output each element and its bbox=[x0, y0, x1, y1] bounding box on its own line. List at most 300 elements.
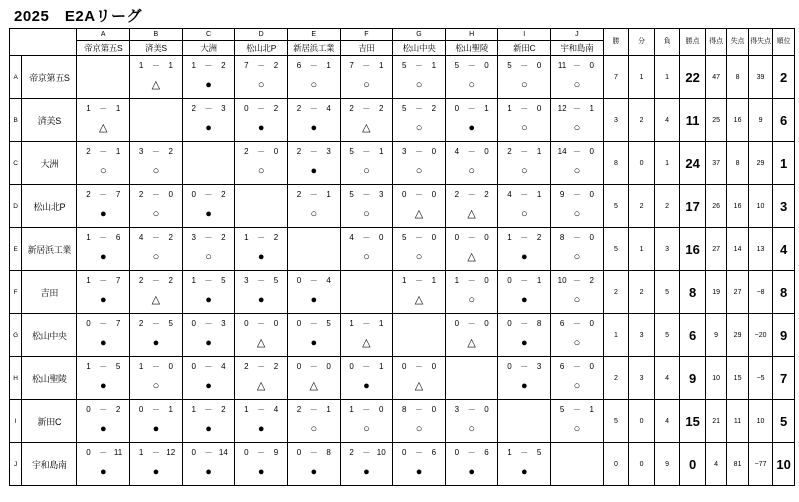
match-cell bbox=[182, 185, 235, 228]
stat-gd: 9 bbox=[748, 99, 773, 142]
score-dash: － bbox=[520, 319, 529, 328]
match-cell bbox=[130, 357, 183, 400]
score-home: 0 bbox=[401, 362, 407, 371]
result-mark: ● bbox=[152, 423, 160, 435]
match-cell bbox=[393, 142, 446, 185]
score-away: 0 bbox=[273, 319, 279, 328]
score-dash: － bbox=[572, 276, 581, 285]
score-dash: － bbox=[99, 190, 108, 199]
score-dash: － bbox=[572, 147, 581, 156]
score-dash: － bbox=[99, 448, 108, 457]
result-mark: ○ bbox=[363, 251, 370, 263]
score-away: 1 bbox=[589, 405, 594, 414]
result-mark: ○ bbox=[573, 122, 581, 134]
stat-d: 1 bbox=[629, 228, 655, 271]
stat-pts: 8 bbox=[680, 271, 706, 314]
result-mark: ○ bbox=[152, 165, 160, 177]
match-cell bbox=[235, 314, 288, 357]
stat-rank: 5 bbox=[773, 400, 795, 443]
result-mark: △ bbox=[467, 251, 476, 263]
score-dash: － bbox=[151, 190, 160, 199]
column-team-name: 新田C bbox=[498, 41, 551, 56]
score-home: 1 bbox=[86, 276, 91, 285]
match-cell bbox=[498, 185, 551, 228]
match-cell bbox=[498, 357, 551, 400]
score-home: 6 bbox=[559, 319, 565, 328]
score-away: 0 bbox=[484, 405, 489, 414]
score-away: 0 bbox=[431, 190, 437, 199]
score-away: 5 bbox=[221, 276, 226, 285]
score-dash: － bbox=[99, 276, 108, 285]
score-dash: － bbox=[151, 405, 160, 414]
score-dash: － bbox=[257, 233, 266, 242]
stat-pts: 9 bbox=[680, 357, 706, 400]
score-dash: － bbox=[362, 319, 371, 328]
score-home: 0 bbox=[454, 104, 460, 113]
score-home: 12 bbox=[557, 104, 567, 113]
match-cell bbox=[77, 400, 130, 443]
score-away: 4 bbox=[326, 104, 331, 113]
result-mark: ● bbox=[415, 466, 423, 478]
stat-d: 0 bbox=[629, 142, 655, 185]
stat-pts: 6 bbox=[680, 314, 706, 357]
stat-l: 1 bbox=[654, 56, 680, 99]
score-away: 10 bbox=[376, 448, 386, 457]
score-dash: － bbox=[572, 319, 581, 328]
result-mark: ● bbox=[99, 466, 107, 478]
score-dash: － bbox=[204, 276, 213, 285]
result-mark: △ bbox=[151, 79, 161, 91]
stat-gf: 4 bbox=[705, 443, 726, 486]
match-cell bbox=[130, 443, 183, 486]
score-home: 14 bbox=[557, 147, 567, 156]
score-dash: － bbox=[415, 276, 424, 285]
score-away: 0 bbox=[431, 362, 437, 371]
stat-gd: 10 bbox=[748, 400, 773, 443]
score-home: 2 bbox=[138, 276, 144, 285]
match-cell bbox=[235, 443, 288, 486]
score-home: 0 bbox=[454, 448, 460, 457]
score-dash: － bbox=[151, 448, 160, 457]
score-home: 1 bbox=[191, 405, 196, 414]
match-cell bbox=[130, 56, 183, 99]
match-cell bbox=[130, 142, 183, 185]
match-cell bbox=[445, 314, 498, 357]
score-home: 3 bbox=[454, 405, 460, 414]
match-cell bbox=[235, 400, 288, 443]
result-mark: ● bbox=[310, 337, 318, 349]
match-cell bbox=[340, 314, 393, 357]
score-home: 0 bbox=[507, 362, 512, 371]
table-row bbox=[10, 228, 795, 271]
match-cell bbox=[235, 357, 288, 400]
score-dash: － bbox=[362, 104, 371, 113]
score-dash: － bbox=[572, 61, 581, 70]
stat-d: 1 bbox=[629, 56, 655, 99]
match-cell bbox=[445, 185, 498, 228]
result-mark: ○ bbox=[520, 79, 528, 91]
score-away: 2 bbox=[221, 233, 226, 242]
match-cell bbox=[287, 99, 340, 142]
stat-l: 2 bbox=[654, 185, 680, 228]
match-cell bbox=[182, 99, 235, 142]
score-away: 7 bbox=[115, 276, 121, 285]
score-dash: － bbox=[151, 147, 160, 156]
match-cell bbox=[393, 357, 446, 400]
match-cell bbox=[393, 228, 446, 271]
score-home: 0 bbox=[191, 319, 196, 328]
score-home: 2 bbox=[507, 147, 512, 156]
result-mark: ○ bbox=[520, 165, 528, 177]
result-mark: ● bbox=[257, 122, 265, 134]
match-cell bbox=[340, 99, 393, 142]
score-dash: － bbox=[257, 276, 266, 285]
score-home: 0 bbox=[244, 104, 249, 113]
score-away: 2 bbox=[168, 233, 173, 242]
match-cell bbox=[77, 99, 130, 142]
score-home: 0 bbox=[454, 233, 460, 242]
result-mark: ○ bbox=[573, 380, 581, 392]
score-home: 1 bbox=[244, 405, 249, 414]
score-away: 1 bbox=[589, 104, 594, 113]
row-team-name: 松山北P bbox=[22, 185, 77, 228]
match-cell bbox=[130, 314, 183, 357]
table-row bbox=[10, 99, 795, 142]
match-cell bbox=[77, 142, 130, 185]
stat-pts: 17 bbox=[680, 185, 706, 228]
stat-d: 0 bbox=[629, 443, 655, 486]
score-home: 0 bbox=[349, 362, 354, 371]
score-dash: － bbox=[467, 233, 476, 242]
result-mark: ● bbox=[468, 466, 475, 478]
score-dash: － bbox=[204, 405, 213, 414]
score-away: 2 bbox=[273, 104, 279, 113]
stat-d: 3 bbox=[629, 357, 655, 400]
result-mark: ○ bbox=[573, 294, 581, 306]
row-letter: D bbox=[10, 185, 22, 228]
result-mark: ○ bbox=[573, 79, 581, 91]
column-team-name: 済美S bbox=[130, 41, 183, 56]
score-dash: － bbox=[467, 319, 476, 328]
result-mark: ○ bbox=[257, 165, 265, 177]
result-mark: ● bbox=[310, 466, 318, 478]
score-dash: － bbox=[309, 448, 318, 457]
score-dash: － bbox=[309, 190, 318, 199]
self-cell bbox=[445, 357, 498, 400]
score-dash: － bbox=[362, 405, 371, 414]
score-dash: － bbox=[309, 147, 318, 156]
score-dash: － bbox=[572, 104, 581, 113]
score-away: 7 bbox=[115, 319, 121, 328]
score-home: 3 bbox=[244, 276, 249, 285]
score-away: 0 bbox=[168, 362, 173, 371]
stat-l: 1 bbox=[654, 142, 680, 185]
score-home: 1 bbox=[349, 319, 354, 328]
column-letter: A bbox=[77, 29, 130, 41]
match-cell bbox=[498, 443, 551, 486]
result-mark: ● bbox=[152, 466, 160, 478]
score-away: 4 bbox=[221, 362, 226, 371]
row-team-name: 済美S bbox=[22, 99, 77, 142]
match-cell bbox=[551, 99, 604, 142]
score-dash: － bbox=[204, 362, 213, 371]
score-dash: － bbox=[99, 233, 108, 242]
score-away: 0 bbox=[589, 319, 594, 328]
score-away: 2 bbox=[221, 190, 226, 199]
match-cell bbox=[340, 400, 393, 443]
score-home: 2 bbox=[296, 104, 302, 113]
score-home: 8 bbox=[559, 233, 565, 242]
score-dash: － bbox=[362, 147, 371, 156]
score-home: 0 bbox=[86, 405, 91, 414]
stat-ga: 14 bbox=[727, 228, 748, 271]
score-away: 2 bbox=[168, 276, 173, 285]
score-away: 0 bbox=[536, 61, 542, 70]
match-cell bbox=[551, 142, 604, 185]
score-home: 6 bbox=[296, 61, 302, 70]
match-cell bbox=[182, 443, 235, 486]
row-team-name: 帝京第五S bbox=[22, 56, 77, 99]
result-mark: ● bbox=[257, 294, 265, 306]
match-cell bbox=[498, 228, 551, 271]
column-team-name: 松山北P bbox=[235, 41, 288, 56]
score-away: 9 bbox=[273, 448, 279, 457]
score-away: 12 bbox=[166, 448, 176, 457]
row-team-name: 新居浜工業 bbox=[22, 228, 77, 271]
score-dash: － bbox=[99, 405, 108, 414]
score-away: 5 bbox=[115, 362, 121, 371]
result-mark: ● bbox=[310, 294, 318, 306]
table-row bbox=[10, 142, 795, 185]
result-mark: ● bbox=[205, 294, 212, 306]
result-mark: ● bbox=[468, 122, 475, 134]
match-cell bbox=[498, 99, 551, 142]
stat-rank: 2 bbox=[773, 56, 795, 99]
result-mark: ● bbox=[99, 208, 107, 220]
stat-header: 失点 bbox=[727, 29, 748, 56]
column-letter: F bbox=[340, 29, 393, 41]
row-team-name: 新田C bbox=[22, 400, 77, 443]
score-home: 1 bbox=[138, 362, 144, 371]
score-away: 1 bbox=[115, 147, 121, 156]
score-away: 1 bbox=[115, 104, 121, 113]
score-home: 2 bbox=[244, 362, 249, 371]
row-letter: E bbox=[10, 228, 22, 271]
result-mark: ○ bbox=[415, 165, 423, 177]
stat-gd: −5 bbox=[748, 357, 773, 400]
score-away: 6 bbox=[431, 448, 437, 457]
stat-gd: 29 bbox=[748, 142, 773, 185]
score-dash: － bbox=[467, 147, 476, 156]
table-row bbox=[10, 400, 795, 443]
stat-ga: 15 bbox=[727, 357, 748, 400]
result-mark: ● bbox=[520, 380, 528, 392]
stat-header: 勝 bbox=[603, 29, 629, 56]
score-home: 5 bbox=[507, 61, 512, 70]
result-mark: △ bbox=[414, 208, 424, 220]
match-cell bbox=[182, 400, 235, 443]
match-cell bbox=[77, 357, 130, 400]
stat-w: 7 bbox=[603, 56, 629, 99]
score-dash: － bbox=[204, 104, 213, 113]
stat-header: 負 bbox=[654, 29, 680, 56]
result-mark: △ bbox=[467, 337, 476, 349]
stat-w: 5 bbox=[603, 400, 629, 443]
match-cell bbox=[130, 271, 183, 314]
result-mark: ○ bbox=[468, 165, 475, 177]
score-home: 0 bbox=[296, 276, 302, 285]
column-letter: D bbox=[235, 29, 288, 41]
stat-l: 4 bbox=[654, 99, 680, 142]
score-dash: － bbox=[415, 147, 424, 156]
score-away: 1 bbox=[168, 405, 173, 414]
match-cell bbox=[182, 228, 235, 271]
score-away: 3 bbox=[536, 362, 542, 371]
score-away: 5 bbox=[168, 319, 173, 328]
score-dash: － bbox=[309, 276, 318, 285]
score-home: 0 bbox=[86, 448, 91, 457]
score-away: 0 bbox=[589, 233, 594, 242]
result-mark: ○ bbox=[415, 122, 423, 134]
score-dash: － bbox=[257, 147, 266, 156]
score-dash: － bbox=[362, 233, 371, 242]
self-cell bbox=[287, 228, 340, 271]
score-dash: － bbox=[520, 104, 529, 113]
score-dash: － bbox=[204, 319, 213, 328]
score-home: 2 bbox=[349, 104, 354, 113]
result-mark: ○ bbox=[520, 208, 528, 220]
result-mark: ● bbox=[520, 294, 528, 306]
column-team-name: 新居浜工業 bbox=[287, 41, 340, 56]
stat-rank: 10 bbox=[773, 443, 795, 486]
score-home: 2 bbox=[296, 190, 302, 199]
score-away: 2 bbox=[484, 190, 489, 199]
score-away: 1 bbox=[168, 61, 173, 70]
stat-gf: 37 bbox=[705, 142, 726, 185]
stat-gf: 47 bbox=[705, 56, 726, 99]
score-home: 4 bbox=[507, 190, 512, 199]
match-cell bbox=[77, 185, 130, 228]
column-team-name: 宇和島南 bbox=[551, 41, 604, 56]
stat-rank: 8 bbox=[773, 271, 795, 314]
score-dash: － bbox=[520, 276, 529, 285]
result-mark: △ bbox=[256, 337, 266, 349]
score-dash: － bbox=[520, 448, 529, 457]
stat-w: 8 bbox=[603, 142, 629, 185]
self-cell bbox=[498, 400, 551, 443]
stat-gd: 13 bbox=[748, 228, 773, 271]
score-away: 2 bbox=[273, 362, 279, 371]
score-away: 5 bbox=[536, 448, 542, 457]
result-mark: ● bbox=[205, 208, 212, 220]
match-cell bbox=[130, 400, 183, 443]
stat-w: 2 bbox=[603, 271, 629, 314]
match-cell bbox=[77, 443, 130, 486]
row-letter: C bbox=[10, 142, 22, 185]
self-cell bbox=[340, 271, 393, 314]
self-cell bbox=[235, 185, 288, 228]
score-away: 0 bbox=[431, 147, 437, 156]
stat-gf: 26 bbox=[705, 185, 726, 228]
score-home: 0 bbox=[507, 319, 512, 328]
result-mark: ● bbox=[257, 466, 265, 478]
match-cell bbox=[130, 228, 183, 271]
row-letter: J bbox=[10, 443, 22, 486]
stat-w: 0 bbox=[603, 443, 629, 486]
stat-header: 得点 bbox=[705, 29, 726, 56]
score-away: 0 bbox=[378, 405, 384, 414]
stat-l: 3 bbox=[654, 228, 680, 271]
score-home: 1 bbox=[86, 233, 91, 242]
result-mark: ○ bbox=[257, 79, 265, 91]
match-cell bbox=[445, 99, 498, 142]
score-dash: － bbox=[467, 448, 476, 457]
score-dash: － bbox=[520, 190, 529, 199]
score-dash: － bbox=[467, 61, 476, 70]
result-mark: ● bbox=[520, 337, 528, 349]
score-dash: － bbox=[99, 319, 108, 328]
score-home: 0 bbox=[507, 276, 512, 285]
score-dash: － bbox=[415, 61, 424, 70]
result-mark: ● bbox=[363, 466, 370, 478]
score-away: 0 bbox=[484, 61, 489, 70]
column-letter: G bbox=[393, 29, 446, 41]
score-away: 1 bbox=[536, 276, 542, 285]
stat-rank: 1 bbox=[773, 142, 795, 185]
match-cell bbox=[287, 56, 340, 99]
league-table bbox=[9, 28, 795, 486]
stat-ga: 81 bbox=[727, 443, 748, 486]
row-letter: B bbox=[10, 99, 22, 142]
score-dash: － bbox=[520, 362, 529, 371]
match-cell bbox=[77, 228, 130, 271]
column-letter: J bbox=[551, 29, 604, 41]
result-mark: △ bbox=[362, 337, 371, 349]
score-away: 0 bbox=[273, 147, 279, 156]
score-away: 0 bbox=[484, 319, 489, 328]
column-team-name: 大洲 bbox=[182, 41, 235, 56]
result-mark: △ bbox=[256, 380, 266, 392]
result-mark: ○ bbox=[99, 165, 107, 177]
score-home: 0 bbox=[401, 190, 407, 199]
score-away: 1 bbox=[431, 276, 437, 285]
score-home: 0 bbox=[191, 190, 196, 199]
self-cell bbox=[182, 142, 235, 185]
score-home: 5 bbox=[559, 405, 565, 414]
score-dash: － bbox=[204, 233, 213, 242]
result-mark: ● bbox=[205, 380, 212, 392]
score-away: 0 bbox=[589, 362, 594, 371]
stat-pts: 15 bbox=[680, 400, 706, 443]
score-home: 4 bbox=[454, 147, 460, 156]
score-away: 6 bbox=[115, 233, 121, 242]
score-dash: － bbox=[572, 405, 581, 414]
match-cell bbox=[182, 56, 235, 99]
score-dash: － bbox=[572, 190, 581, 199]
result-mark: ○ bbox=[363, 208, 370, 220]
score-away: 1 bbox=[378, 362, 384, 371]
match-cell bbox=[498, 56, 551, 99]
match-cell bbox=[287, 400, 340, 443]
score-away: 0 bbox=[431, 233, 437, 242]
score-away: 3 bbox=[221, 104, 226, 113]
stat-l: 5 bbox=[654, 271, 680, 314]
score-dash: － bbox=[99, 362, 108, 371]
score-dash: － bbox=[257, 61, 266, 70]
stat-header: 得失点 bbox=[748, 29, 773, 56]
score-away: 7 bbox=[115, 190, 121, 199]
stat-rank: 6 bbox=[773, 99, 795, 142]
